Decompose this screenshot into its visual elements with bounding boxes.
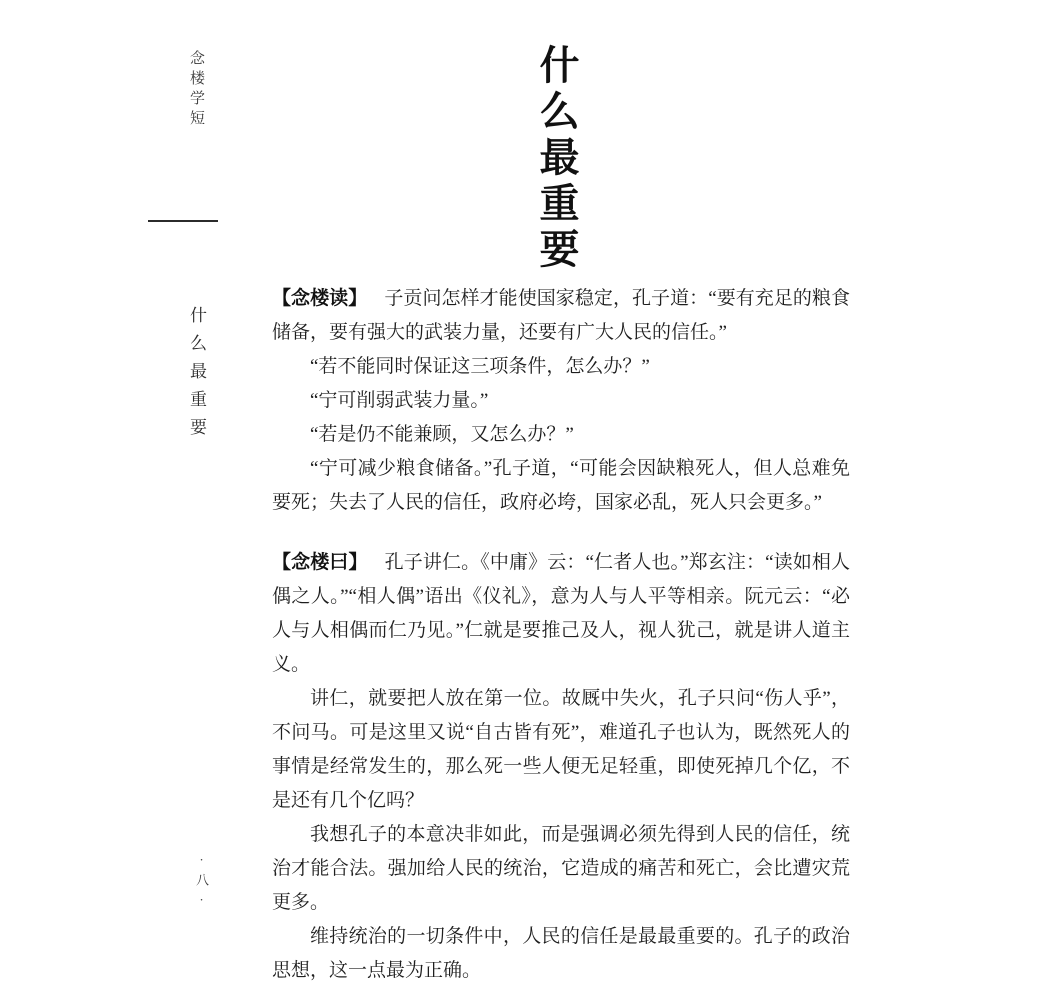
lead-paragraph: [272, 546, 850, 682]
section-label: 【念楼读】: [272, 288, 368, 309]
margin-divider-rule: [148, 220, 218, 222]
chapter-main-title: 什么最重要: [534, 44, 579, 274]
paragraph: “宁可减少粮食储备。”孔子道，“可能会因缺粮死人，但人总难免要死；失去了人民的信任，政府必垮，国家必乱，死人只会更多。”: [272, 458, 850, 513]
paragraph: “若是仍不能兼顾，又怎么办？”: [310, 424, 574, 445]
section-nianlou-yue: [272, 546, 850, 988]
paragraph: 我想孔子的本意决非如此，而是强调必须先得到人民的信任，统治才能合法。强加给人民的统治，它造成的痛苦和死亡，会比遭灾荒更多。: [272, 824, 850, 913]
paragraph: “宁可削弱武装力量。”: [310, 390, 489, 411]
margin-chapter-title: 什么最重要: [187, 306, 206, 446]
paragraph: 讲仁，就要把人放在第一位。故厩中失火，孔子只问“伤人乎”，不问马。可是这里又说“自古皆有死”，难道孔子也认为，既然死人的事情是经常发生的，那么死一些人便无足轻重，即使死掉几个亿，不是还有几个亿吗？: [272, 688, 850, 811]
page-number: ·八·: [194, 852, 209, 913]
lead-text: 孔子讲仁。《中庸》云：“仁者人也。”郑玄注：“读如相人偶之人。”“相人偶”语出《仪礼》，意为人与人平等相亲。阮元云：“必人与人相偶而仁乃见。”仁就是要推己及人，视人犹己，就是讲人道主义。: [272, 552, 850, 675]
section-nianlou-du: [272, 282, 850, 520]
section-label: 【念楼曰】: [272, 552, 368, 573]
lead-text: 子贡问怎样才能使国家稳定，孔子道：“要有充足的粮食储备，要有强大的武装力量，还要有广大人民的信任。”: [272, 288, 850, 343]
lead-paragraph: [272, 282, 850, 350]
paragraph: 维持统治的一切条件中，人民的信任是最最重要的。孔子的政治思想，这一点最为正确。: [272, 926, 850, 981]
body-text: [272, 282, 850, 988]
paragraph: “若不能同时保证这三项条件，怎么办？”: [310, 356, 650, 377]
margin-book-title: 念楼学短: [188, 50, 204, 130]
